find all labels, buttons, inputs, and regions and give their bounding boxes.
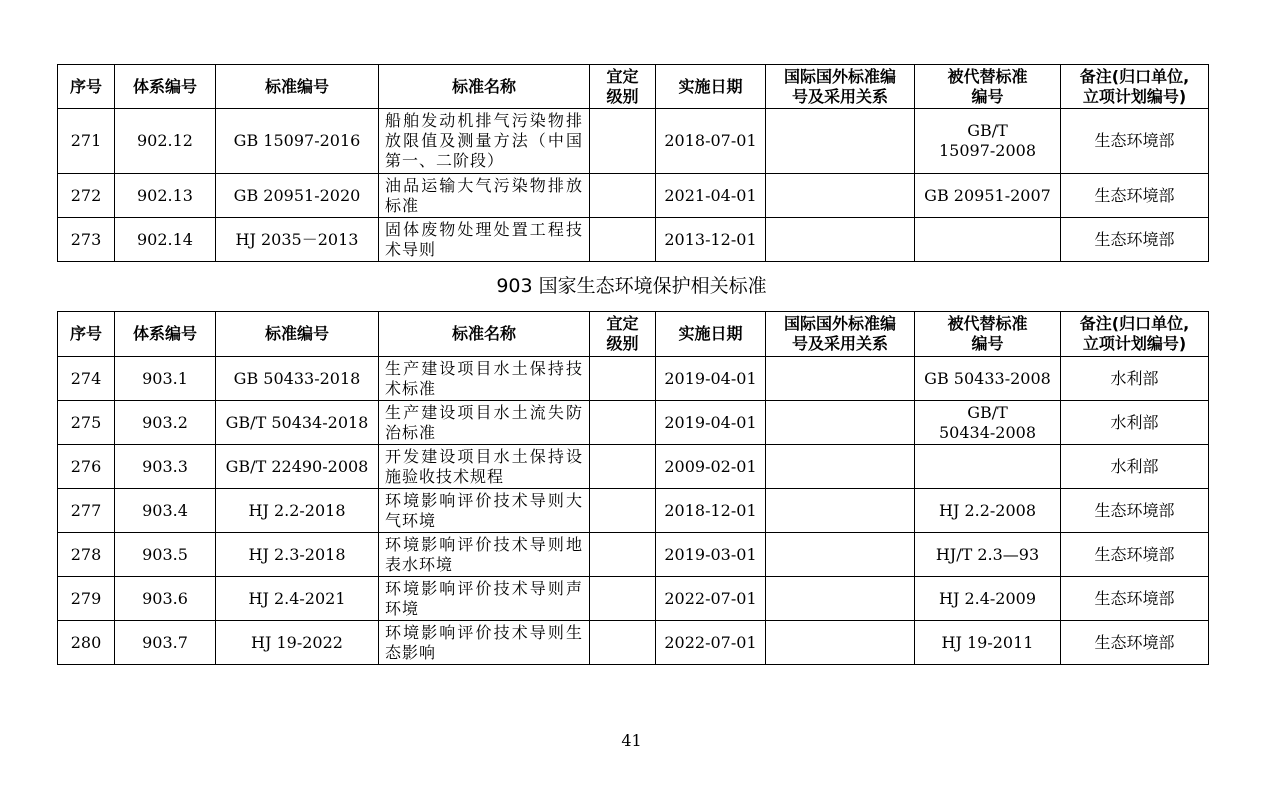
table-row bbox=[58, 445, 1209, 489]
cell-international bbox=[766, 621, 915, 665]
cell-remark: 生态环境部 bbox=[1061, 533, 1209, 577]
cell-system-code: 903.5 bbox=[115, 533, 216, 577]
cell-remark: 生态环境部 bbox=[1061, 577, 1209, 621]
cell-level bbox=[590, 621, 656, 665]
cell-effective-date: 2022-07-01 bbox=[656, 621, 766, 665]
standards-table-902 bbox=[57, 64, 1209, 262]
cell-standard-code: GB/T 22490-2008 bbox=[216, 445, 379, 489]
table-row bbox=[58, 357, 1209, 401]
cell-seq: 275 bbox=[58, 401, 115, 445]
cell-effective-date: 2018-07-01 bbox=[656, 109, 766, 174]
cell-replaced bbox=[915, 445, 1061, 489]
cell-remark: 水利部 bbox=[1061, 445, 1209, 489]
cell-effective-date: 2009-02-01 bbox=[656, 445, 766, 489]
cell-remark: 生态环境部 bbox=[1061, 489, 1209, 533]
cell-system-code: 903.4 bbox=[115, 489, 216, 533]
col-header-standard-code: 标准编号 bbox=[216, 312, 379, 357]
cell-seq: 277 bbox=[58, 489, 115, 533]
cell-standard-code: HJ 19-2022 bbox=[216, 621, 379, 665]
cell-effective-date: 2013-12-01 bbox=[656, 218, 766, 262]
cell-seq: 274 bbox=[58, 357, 115, 401]
cell-seq: 278 bbox=[58, 533, 115, 577]
cell-system-code: 903.3 bbox=[115, 445, 216, 489]
col-header-standard-name: 标准名称 bbox=[379, 65, 590, 109]
cell-system-code: 903.2 bbox=[115, 401, 216, 445]
cell-seq: 280 bbox=[58, 621, 115, 665]
page-number: 41 bbox=[621, 731, 642, 750]
cell-effective-date: 2021-04-01 bbox=[656, 174, 766, 218]
cell-standard-code: HJ 2.4-2021 bbox=[216, 577, 379, 621]
col-header-replaced: 被代替标准 编号 bbox=[915, 312, 1061, 357]
cell-level bbox=[590, 489, 656, 533]
col-header-level: 宜定 级别 bbox=[590, 65, 656, 109]
cell-standard-name: 环境影响评价技术导则声环境 bbox=[379, 577, 590, 621]
cell-level bbox=[590, 445, 656, 489]
cell-standard-name: 生产建设项目水土流失防治标准 bbox=[379, 401, 590, 445]
cell-system-code: 903.7 bbox=[115, 621, 216, 665]
cell-system-code: 902.13 bbox=[115, 174, 216, 218]
cell-replaced bbox=[915, 218, 1061, 262]
col-header-replaced: 被代替标准 编号 bbox=[915, 65, 1061, 109]
cell-level bbox=[590, 218, 656, 262]
table-row bbox=[58, 401, 1209, 445]
table-row bbox=[58, 621, 1209, 665]
cell-standard-name: 生产建设项目水土保持技术标准 bbox=[379, 357, 590, 401]
cell-remark: 水利部 bbox=[1061, 401, 1209, 445]
cell-standard-code: HJ 2.2-2018 bbox=[216, 489, 379, 533]
cell-standard-name: 环境影响评价技术导则大气环境 bbox=[379, 489, 590, 533]
table-header-row bbox=[58, 312, 1209, 357]
cell-replaced: HJ/T 2.3—93 bbox=[915, 533, 1061, 577]
col-header-remark: 备注(归口单位, 立项计划编号) bbox=[1061, 312, 1209, 357]
cell-level bbox=[590, 533, 656, 577]
cell-seq: 279 bbox=[58, 577, 115, 621]
cell-level bbox=[590, 174, 656, 218]
col-header-system-code: 体系编号 bbox=[115, 312, 216, 357]
cell-international bbox=[766, 533, 915, 577]
cell-seq: 276 bbox=[58, 445, 115, 489]
col-header-seq: 序号 bbox=[58, 65, 115, 109]
table-row bbox=[58, 577, 1209, 621]
cell-replaced: GB/T 15097-2008 bbox=[915, 109, 1061, 174]
col-header-level: 宜定 级别 bbox=[590, 312, 656, 357]
cell-international bbox=[766, 174, 915, 218]
cell-system-code: 902.12 bbox=[115, 109, 216, 174]
cell-replaced: GB 20951-2007 bbox=[915, 174, 1061, 218]
cell-standard-code: GB/T 50434-2018 bbox=[216, 401, 379, 445]
col-header-seq: 序号 bbox=[58, 312, 115, 357]
table-row bbox=[58, 174, 1209, 218]
table-row bbox=[58, 533, 1209, 577]
cell-replaced: GB/T 50434-2008 bbox=[915, 401, 1061, 445]
cell-standard-name: 环境影响评价技术导则地表水环境 bbox=[379, 533, 590, 577]
cell-standard-name: 开发建设项目水土保持设施验收技术规程 bbox=[379, 445, 590, 489]
table-header-row bbox=[58, 65, 1209, 109]
cell-effective-date: 2022-07-01 bbox=[656, 577, 766, 621]
cell-standard-code: GB 15097-2016 bbox=[216, 109, 379, 174]
cell-international bbox=[766, 109, 915, 174]
cell-system-code: 902.14 bbox=[115, 218, 216, 262]
cell-system-code: 903.6 bbox=[115, 577, 216, 621]
cell-seq: 272 bbox=[58, 174, 115, 218]
table-row bbox=[58, 218, 1209, 262]
standards-table-903 bbox=[57, 311, 1209, 665]
cell-international bbox=[766, 577, 915, 621]
cell-seq: 273 bbox=[58, 218, 115, 262]
cell-effective-date: 2018-12-01 bbox=[656, 489, 766, 533]
cell-standard-code: HJ 2.3-2018 bbox=[216, 533, 379, 577]
cell-standard-code: GB 20951-2020 bbox=[216, 174, 379, 218]
cell-remark: 生态环境部 bbox=[1061, 621, 1209, 665]
cell-effective-date: 2019-04-01 bbox=[656, 401, 766, 445]
cell-remark: 生态环境部 bbox=[1061, 218, 1209, 262]
cell-standard-code: GB 50433-2018 bbox=[216, 357, 379, 401]
col-header-international: 国际国外标准编 号及采用关系 bbox=[766, 312, 915, 357]
cell-international bbox=[766, 357, 915, 401]
cell-system-code: 903.1 bbox=[115, 357, 216, 401]
col-header-remark: 备注(归口单位, 立项计划编号) bbox=[1061, 65, 1209, 109]
cell-standard-name: 油品运输大气污染物排放标准 bbox=[379, 174, 590, 218]
cell-level bbox=[590, 357, 656, 401]
cell-remark: 生态环境部 bbox=[1061, 109, 1209, 174]
cell-standard-code: HJ 2035－2013 bbox=[216, 218, 379, 262]
cell-effective-date: 2019-04-01 bbox=[656, 357, 766, 401]
cell-level bbox=[590, 401, 656, 445]
cell-international bbox=[766, 401, 915, 445]
cell-remark: 生态环境部 bbox=[1061, 174, 1209, 218]
col-header-system-code: 体系编号 bbox=[115, 65, 216, 109]
cell-replaced: HJ 2.2-2008 bbox=[915, 489, 1061, 533]
cell-international bbox=[766, 445, 915, 489]
cell-effective-date: 2019-03-01 bbox=[656, 533, 766, 577]
col-header-effective-date: 实施日期 bbox=[656, 312, 766, 357]
cell-level bbox=[590, 109, 656, 174]
col-header-international: 国际国外标准编 号及采用关系 bbox=[766, 65, 915, 109]
cell-standard-name: 环境影响评价技术导则生态影响 bbox=[379, 621, 590, 665]
cell-international bbox=[766, 489, 915, 533]
cell-standard-name: 固体废物处理处置工程技术导则 bbox=[379, 218, 590, 262]
col-header-standard-code: 标准编号 bbox=[216, 65, 379, 109]
cell-seq: 271 bbox=[58, 109, 115, 174]
section-heading: 903 国家生态环境保护相关标准 bbox=[496, 275, 767, 297]
col-header-effective-date: 实施日期 bbox=[656, 65, 766, 109]
cell-level bbox=[590, 577, 656, 621]
cell-replaced: HJ 19-2011 bbox=[915, 621, 1061, 665]
table-row bbox=[58, 489, 1209, 533]
col-header-standard-name: 标准名称 bbox=[379, 312, 590, 357]
cell-remark: 水利部 bbox=[1061, 357, 1209, 401]
cell-standard-name: 船舶发动机排气污染物排放限值及测量方法（中国第一、二阶段） bbox=[379, 109, 590, 174]
table-row bbox=[58, 109, 1209, 174]
cell-replaced: HJ 2.4-2009 bbox=[915, 577, 1061, 621]
cell-international bbox=[766, 218, 915, 262]
cell-replaced: GB 50433-2008 bbox=[915, 357, 1061, 401]
